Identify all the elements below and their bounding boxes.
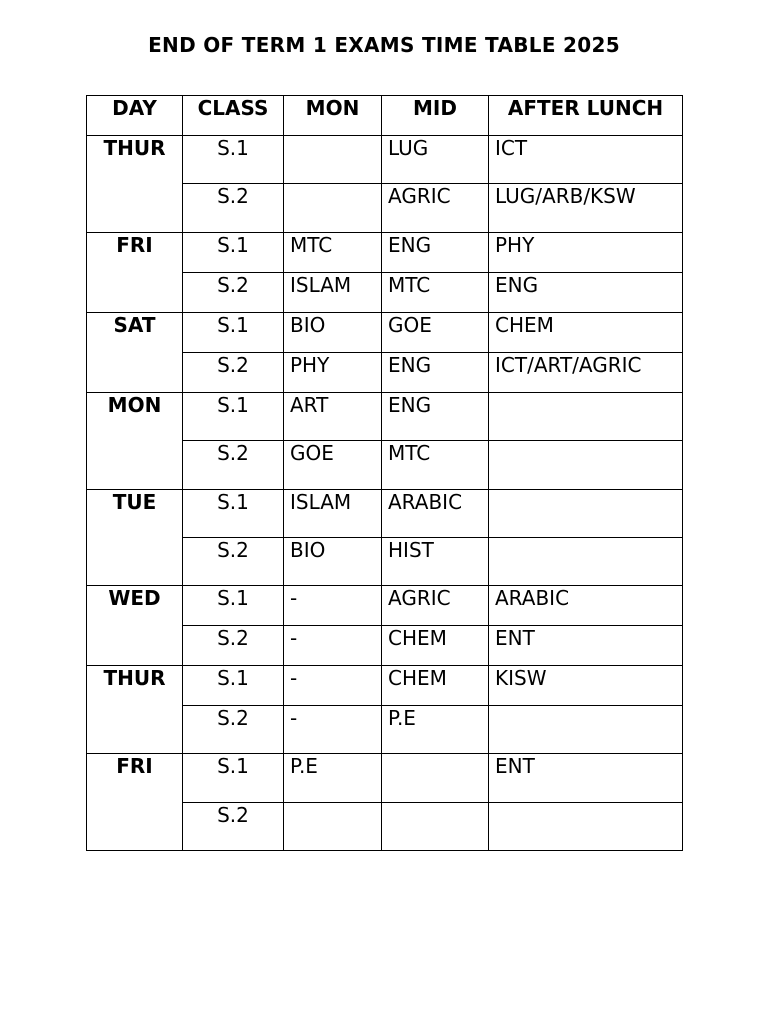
page-title: END OF TERM 1 EXAMS TIME TABLE 2025 [148,33,620,57]
after-lunch-cell: KISW [489,666,683,706]
day-cell: SAT [87,313,183,393]
class-cell: S.1 [183,586,284,626]
class-cell: S.2 [183,706,284,754]
table-row [87,393,683,441]
table-row [87,233,683,273]
header-after-lunch: AFTER LUNCH [489,96,683,136]
class-cell: S.1 [183,136,284,184]
mid-cell: GOE [382,313,489,353]
header-row [87,96,683,136]
table-row [87,490,683,538]
mon-cell: P.E [284,754,382,803]
mon-cell: ISLAM [284,490,382,538]
mon-cell: ART [284,393,382,441]
mon-cell: ISLAM [284,273,382,313]
mon-cell: MTC [284,233,382,273]
mid-cell [382,803,489,851]
table-row [87,586,683,626]
mid-cell: ENG [382,233,489,273]
class-cell: S.1 [183,490,284,538]
after-lunch-cell: LUG/ARB/KSW [489,184,683,233]
mon-cell [284,803,382,851]
mon-cell: - [284,706,382,754]
after-lunch-cell [489,441,683,490]
after-lunch-cell: ARABIC [489,586,683,626]
class-cell: S.1 [183,313,284,353]
header-mon: MON [284,96,382,136]
header-mid: MID [382,96,489,136]
table-row [87,754,683,803]
mid-cell [382,754,489,803]
mon-cell: BIO [284,538,382,586]
after-lunch-cell: PHY [489,233,683,273]
mon-cell: - [284,586,382,626]
class-cell: S.2 [183,441,284,490]
class-cell: S.2 [183,803,284,851]
after-lunch-cell: ENT [489,754,683,803]
after-lunch-cell: ENG [489,273,683,313]
after-lunch-cell: ICT/ART/AGRIC [489,353,683,393]
mid-cell: ENG [382,393,489,441]
table-row [87,666,683,706]
after-lunch-cell [489,490,683,538]
mid-cell: HIST [382,538,489,586]
mid-cell: AGRIC [382,586,489,626]
class-cell: S.1 [183,233,284,273]
class-cell: S.1 [183,666,284,706]
day-cell: FRI [87,754,183,851]
mid-cell: ENG [382,353,489,393]
mid-cell: LUG [382,136,489,184]
mid-cell: P.E [382,706,489,754]
mon-cell [284,184,382,233]
day-cell: WED [87,586,183,666]
mon-cell: - [284,626,382,666]
header-day: DAY [87,96,183,136]
after-lunch-cell [489,538,683,586]
day-cell: MON [87,393,183,490]
after-lunch-cell: ENT [489,626,683,666]
mon-cell: GOE [284,441,382,490]
mid-cell: CHEM [382,666,489,706]
mid-cell: CHEM [382,626,489,666]
table-row [87,136,683,184]
class-cell: S.2 [183,184,284,233]
day-cell: FRI [87,233,183,313]
class-cell: S.2 [183,538,284,586]
day-cell: TUE [87,490,183,586]
header-class: CLASS [183,96,284,136]
after-lunch-cell: ICT [489,136,683,184]
class-cell: S.2 [183,353,284,393]
mid-cell: MTC [382,273,489,313]
exam-timetable [86,95,683,851]
mid-cell: ARABIC [382,490,489,538]
after-lunch-cell: CHEM [489,313,683,353]
class-cell: S.1 [183,393,284,441]
after-lunch-cell [489,803,683,851]
table-row [87,313,683,353]
mon-cell [284,136,382,184]
mid-cell: MTC [382,441,489,490]
mon-cell: BIO [284,313,382,353]
class-cell: S.2 [183,626,284,666]
after-lunch-cell [489,393,683,441]
after-lunch-cell [489,706,683,754]
mid-cell: AGRIC [382,184,489,233]
mon-cell: - [284,666,382,706]
day-cell: THUR [87,136,183,233]
day-cell: THUR [87,666,183,754]
class-cell: S.2 [183,273,284,313]
class-cell: S.1 [183,754,284,803]
mon-cell: PHY [284,353,382,393]
